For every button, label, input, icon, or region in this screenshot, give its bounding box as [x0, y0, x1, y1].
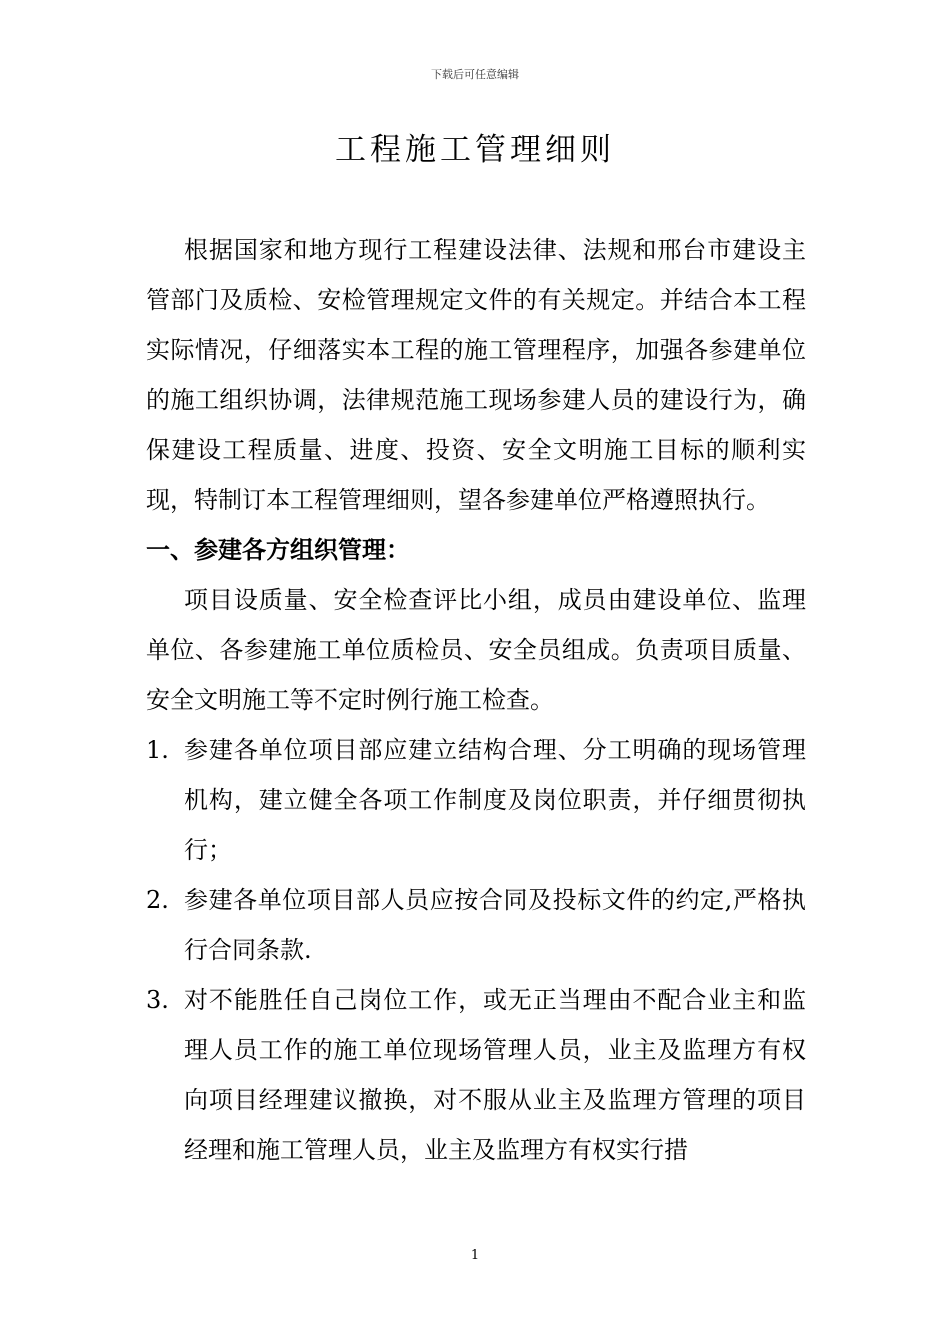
intro-paragraph: 根据国家和地方现行工程建设法律、法规和邢台市建设主管部门及质检、安检管理规定文件的有关规定。并结合本工程实际情况，仔细落实本工程的施工管理程序，加强各参建单位的施工组织协调，法律规范施工现场参建人员的建设行为，确保建设工程质量、进度、投资、安全文明施工目标的顺利实现，特制订本工程管理细则，望各参建单位严格遵照执行。	[146, 236, 806, 514]
section-heading-1: 一、参建各方组织管理：	[146, 535, 410, 564]
list-number: 3.	[146, 986, 169, 1014]
section-paragraph-1: 项目设质量、安全检查评比小组，成员由建设单位、监理单位、各参建施工单位质检员、安全员组成。负责项目质量、安全文明施工等不定时例行施工检查。	[146, 586, 806, 714]
list-item-text: 参建各单位项目部人员应按合同及投标文件的约定,严格执行合同条款.	[184, 886, 806, 964]
list-number: 1.	[146, 736, 169, 764]
document-title: 工程施工管理细则	[335, 132, 615, 168]
list-item-2	[146, 875, 806, 975]
page-number: 1	[470, 1248, 480, 1263]
list-number: 2.	[146, 886, 169, 914]
list-item-text: 对不能胜任自己岗位工作，或无正当理由不配合业主和监理人员工作的施工单位现场管理人员，业主及监理方有权向项目经理建议撤换，对不服从业主及监理方管理的项目经理和施工管理人员，业主及监理方有权实行措	[184, 986, 806, 1164]
list-item-text: 参建各单位项目部应建立结构合理、分工明确的现场管理机构，建立健全各项工作制度及岗位职责，并仔细贯彻执行；	[184, 736, 806, 864]
list-item-1	[146, 725, 806, 875]
document-body	[146, 225, 806, 1175]
list-item-3	[146, 975, 806, 1175]
header-note: 下载后可任意编辑	[431, 68, 519, 81]
